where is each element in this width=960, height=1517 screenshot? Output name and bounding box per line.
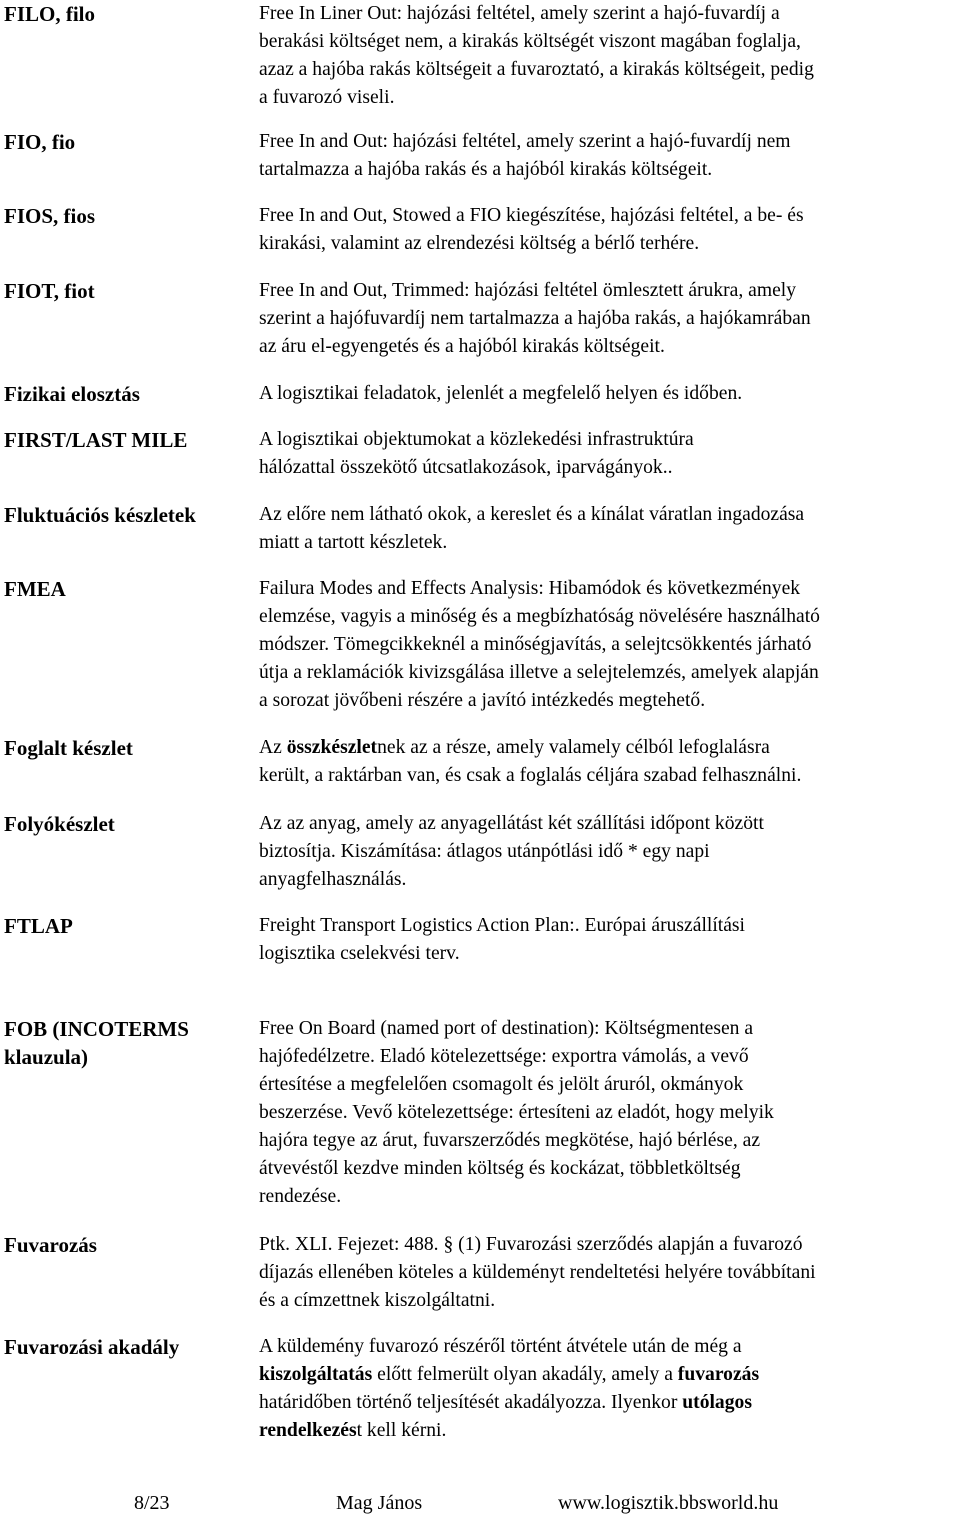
definition-text: Free In and Out, Stowed a FIO kiegészítése, hajózási feltétel, a be- és kirakási, valamint az elrendezési költség a bérlő terhére. [259, 205, 804, 254]
bold-term-link: fuvarozás [677, 1364, 760, 1385]
definition-text-part: nek az a része, amely valamely célból lefoglalásra került, a raktárban van, és csak a foglalás céljára szabad felhasználni. [259, 737, 802, 786]
definition-text: A logisztikai objektumokat a közlekedési infrastruktúra hálózattal összekötő útcsatlakozások, iparvágányok.. [259, 429, 694, 478]
bold-term-link: kiszolgáltatás [259, 1364, 373, 1385]
term-label: FIRST/LAST MILE [4, 428, 188, 452]
definition-text-part: A küldemény fuvarozó részéről történt átvétele után de még a [259, 1336, 742, 1357]
page-footer [0, 1489, 960, 1517]
definition-text: Ptk. XLI. Fejezet: 488. § (1) Fuvarozási szerződés alapján a fuvarozó díjazás ellenében köteles a küldeményt rendeltetési helyére továbbítani és a címzettnek kiszolgáltatni. [259, 1234, 816, 1311]
term-label: FIO, fio [4, 130, 76, 154]
definition-text: Free In and Out: hajózási feltétel, amely szerint a hajó-fuvardíj nem tartalmazza a hajóba rakás és a hajóból kirakás költségeit. [259, 131, 791, 180]
term-label: FMEA [4, 577, 66, 601]
term-label: Fuvarozási akadály [4, 1335, 180, 1359]
term-label: Fuvarozás [4, 1233, 97, 1257]
term-label: FILO, filo [4, 2, 96, 26]
term-label: Fluktuációs készletek [4, 503, 196, 527]
definition-text-part: határidőben történő teljesítését akadályozza. Ilyenkor [259, 1392, 678, 1413]
author-name: Mag János [336, 1492, 423, 1514]
term-label: FOB (INCOTERMS klauzula) [4, 1017, 189, 1069]
bold-term-link: utólagos rendelkezés [259, 1392, 752, 1441]
definition-text-part: előtt felmerült olyan akadály, amely a [372, 1364, 678, 1385]
definition-text: Freight Transport Logistics Action Plan:. Európai áruszállítási logisztika cselekvési terv. [259, 915, 745, 964]
definition-text: Free In and Out, Trimmed: hajózási feltétel ömlesztett árukra, amely szerint a hajófuvardíj nem tartalmazza a hajóba rakás, a hajókamrában az áru el-egyengetés és a hajóból kirakás költségeit. [259, 280, 811, 357]
term-label: Foglalt készlet [4, 736, 133, 760]
term-label: Folyókészlet [4, 812, 115, 836]
page-number: 8/23 [134, 1492, 170, 1514]
bold-term-link: összkészlet [286, 737, 378, 758]
definition-text: Failura Modes and Effects Analysis: Hibamódok és következmények elemzése, vagyis a minőség és a megbízhatóság növelésére használható módszer. Tömegcikkeknél a minőségjavítás, a selejtcsökkentés járható útja a reklamációk kivizsgálása illetve a selejtelemzés, amelyek alapján a sorozat jövőbeni részére a javító intézkedés megtehető. [259, 578, 820, 711]
term-label: Fizikai elosztás [4, 382, 140, 406]
website-url: www.logisztik.bbsworld.hu [558, 1492, 779, 1514]
definition-text [259, 734, 959, 790]
definition-text: Az az anyag, amely az anyagellátást két szállítási időpont között biztosítja. Kiszámítása: átlagos utánpótlási idő * egy napi anyagfelhasználás. [259, 813, 764, 890]
term-label: FIOT, fiot [4, 279, 95, 303]
definition-text [259, 1333, 959, 1445]
definition-text-part: t kell kérni. [356, 1420, 447, 1441]
definition-text: A logisztikai feladatok, jelenlét a megfelelő helyen és időben. [259, 383, 743, 404]
definition-text: Free On Board (named port of destination): Költségmentesen a hajófedélzetre. Eladó kötelezettsége: exportra vámolás, a vevő értesítése a megfelelően csomagolt és jelölt áruról, okmányok beszerzése. Vevő kötelezettsége: értesíteni az eladót, hogy melyik hajóra tegye az árut, fuvarszerződés megkötése, hajó bérlése, az átvevéstől kezdve minden költség és kockázat, többletköltség rendezése. [259, 1018, 774, 1207]
definition-text: Free In Liner Out: hajózási feltétel, amely szerint a hajó-fuvardíj a berakási költséget nem, a kirakás költségét viszont magában foglalja, azaz a hajóba rakás költségeit a fuvaroztató, a kirakás költségeit, pedig a fuvarozó viseli. [259, 3, 814, 108]
term-label: FIOS, fios [4, 204, 96, 228]
term-label: FTLAP [4, 914, 73, 938]
definition-text: Az előre nem látható okok, a kereslet és a kínálat váratlan ingadozása miatt a tartott készletek. [259, 504, 805, 553]
definition-text-part: Az [259, 737, 287, 758]
